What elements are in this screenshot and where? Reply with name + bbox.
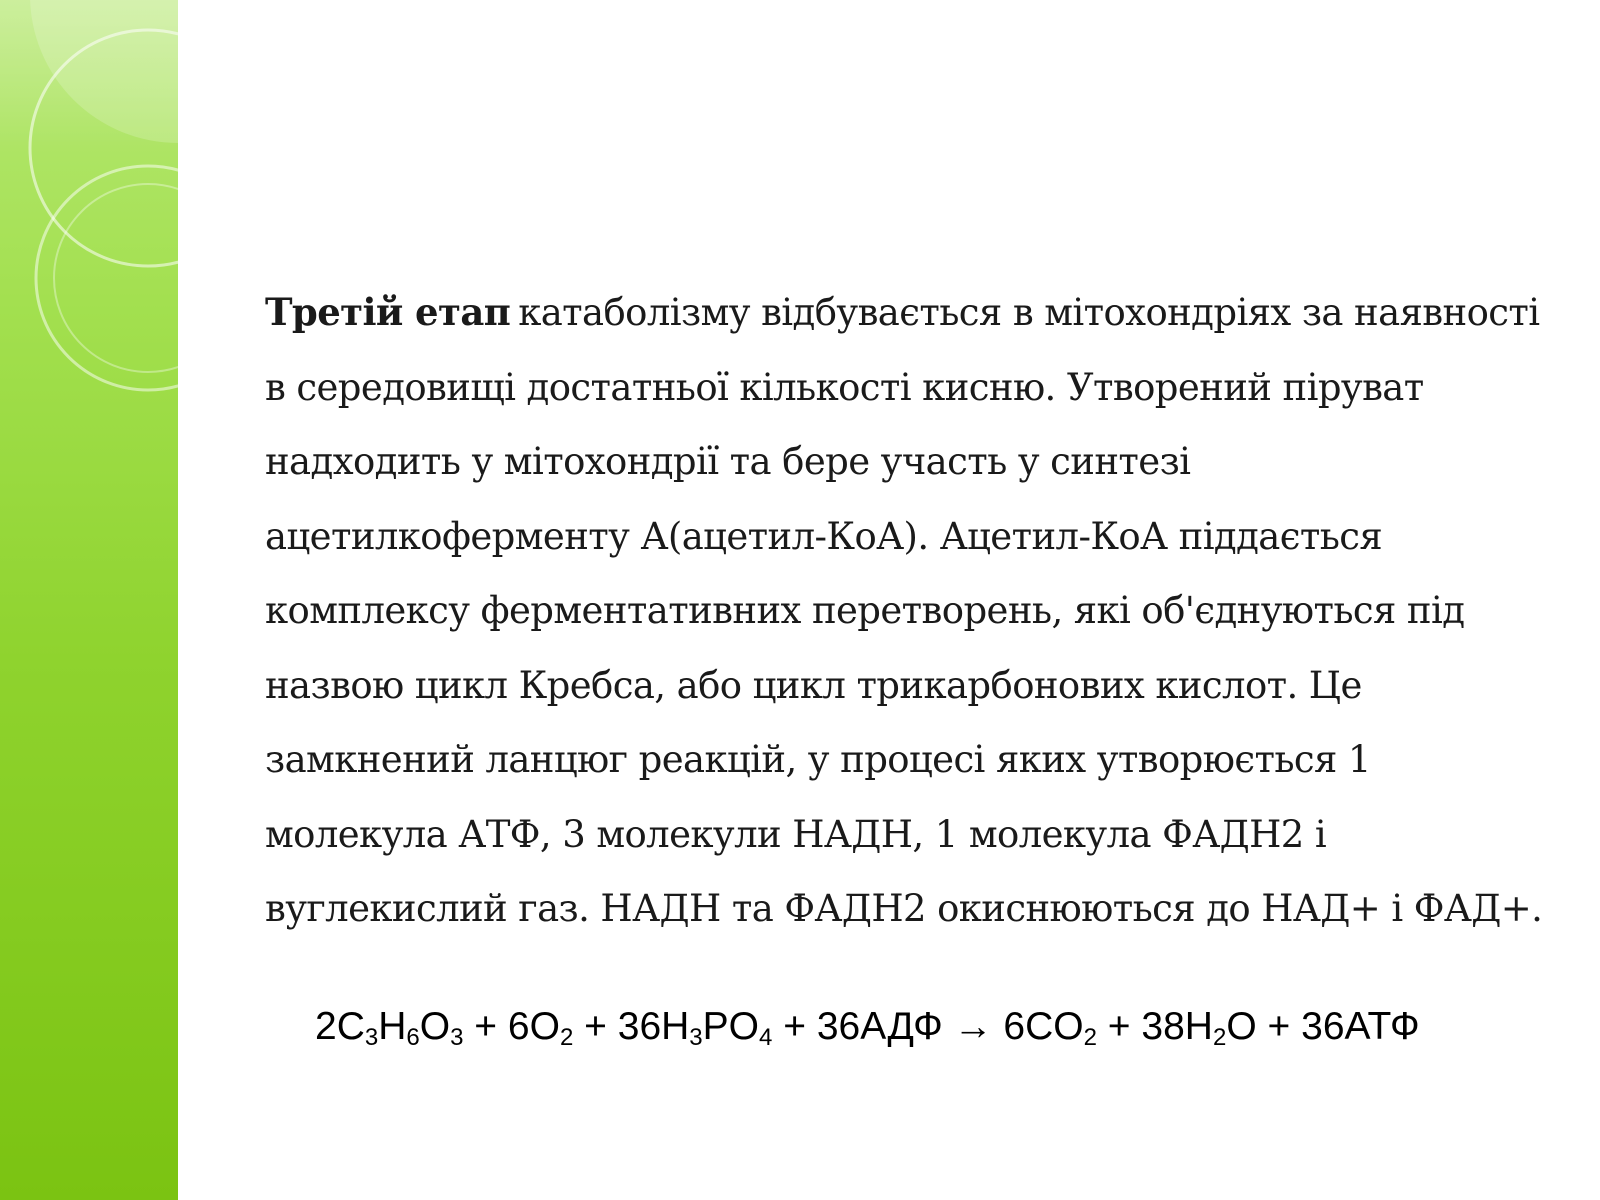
eq-operator: +	[463, 1005, 508, 1048]
eq-operator: +	[573, 1005, 618, 1048]
eq-term: 6O	[507, 1005, 560, 1048]
paragraph-lead: Третій етап	[265, 290, 511, 334]
decorative-sidebar	[0, 0, 178, 1200]
eq-subscript: 3	[364, 1024, 379, 1051]
eq-term: PO	[702, 1005, 760, 1048]
eq-subscript: 3	[689, 1024, 703, 1051]
corner-glow	[30, 0, 178, 143]
eq-operator: +	[1256, 1005, 1302, 1048]
eq-subscript: 4	[759, 1024, 773, 1051]
ring-middle	[36, 166, 178, 390]
eq-term: O	[419, 1005, 451, 1048]
eq-term: 36H	[617, 1005, 690, 1048]
eq-term: O	[1226, 1005, 1257, 1048]
eq-subscript: 2	[559, 1024, 574, 1051]
eq-term: 6CO	[1003, 1005, 1084, 1048]
paragraph-text: катаболізму відбувається в мітохондріях за наявності в середовищі достатньої кількості кисню. Утворений піруват надходить у мітохондрії та бере участь у синтезі ацетилкоферменту А(ацетил-КоА). Ацетил-КоА піддається комплексу ферментативних перетворень, які об'єднуються під назвою цикл Кребса, або цикл трикарбонових кислот. Це замкнений ланцюг реакцій, у процесі яких утворюється 1 молекула АТФ, 3 молекули НАДН, 1 молекула ФАДН2 і вуглекислий газ. НАДН та ФАДН2 окиснюються до НАД+ і ФАД+.	[265, 291, 1543, 930]
eq-term: H	[378, 1005, 407, 1048]
eq-subscript: 2	[1212, 1024, 1227, 1051]
slide-content	[265, 275, 1555, 947]
eq-operator: +	[772, 1005, 817, 1048]
eq-subscript: 6	[406, 1024, 420, 1051]
eq-term: 2C	[315, 1005, 365, 1048]
eq-term: 36АДФ	[816, 1005, 943, 1048]
ring-middle-inner	[54, 184, 178, 372]
eq-subscript: 2	[1083, 1024, 1097, 1051]
eq-operator: +	[1096, 1005, 1142, 1048]
eq-arrow: →	[942, 1005, 1004, 1048]
body-paragraph	[265, 275, 1555, 947]
sidebar-rings-decoration	[0, 0, 178, 1200]
eq-subscript: 3	[450, 1024, 464, 1051]
eq-term: 38H	[1141, 1005, 1213, 1048]
eq-term: 36АТФ	[1301, 1005, 1420, 1048]
chemical-equation	[315, 1005, 1420, 1049]
